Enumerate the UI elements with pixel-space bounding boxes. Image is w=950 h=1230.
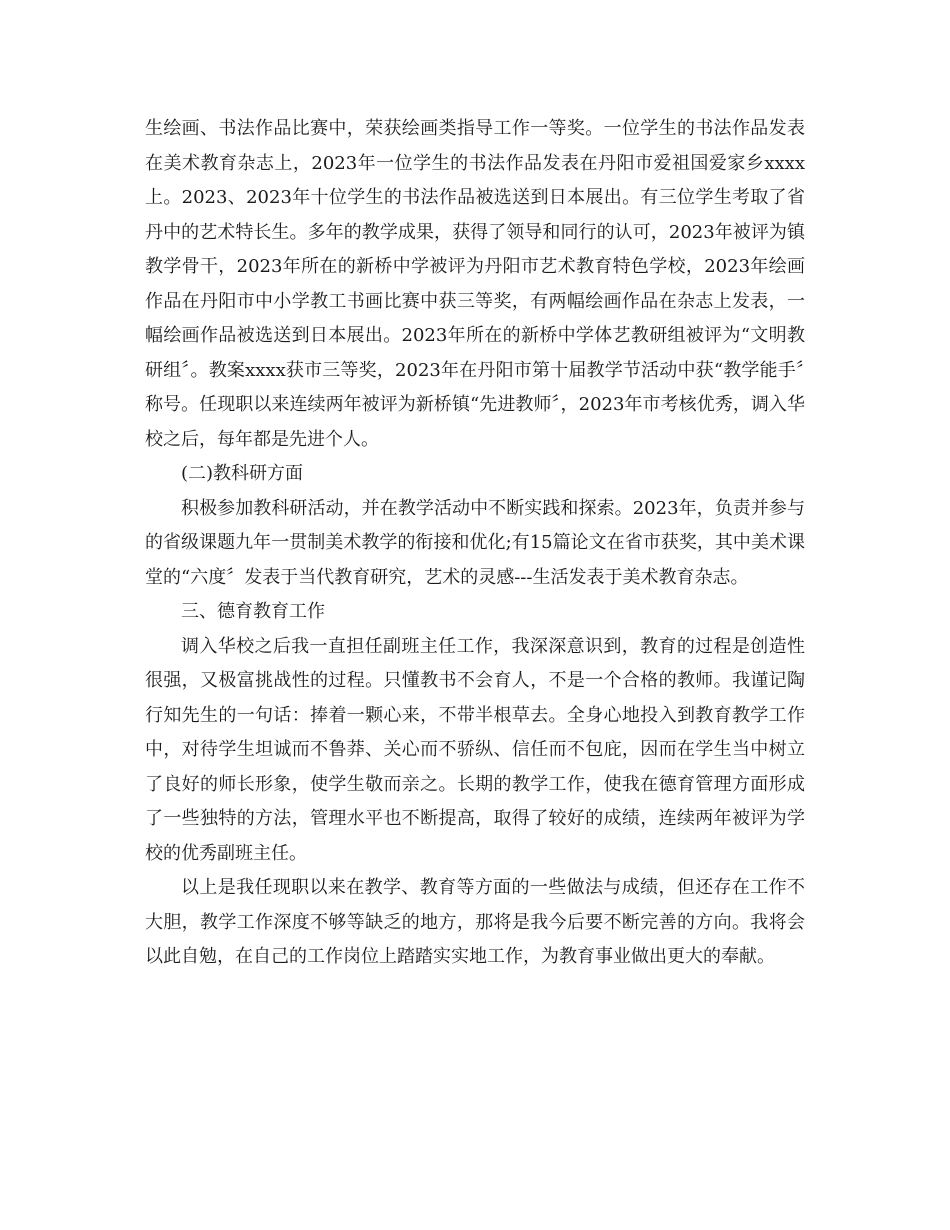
- document-body: [145, 112, 805, 975]
- heading-moral-education: 三、德育教育工作: [181, 601, 325, 622]
- heading-research: (二)教科研方面: [181, 463, 304, 484]
- paragraph-moral-education: 调入华校之后我一直担任副班主任工作，我深深意识到，教育的过程是创造性很强，又极富挑战性的过程。只懂教书不会育人，不是一个合格的教师。我谨记陶行知先生的一句话：捧着一颗心来，不带半根草去。全身心地投入到教育教学工作中，对待学生坦诚而不鲁莽、关心而不骄纵、信任而不包庇，因而在学生当中树立了良好的师长形象，使学生敬而亲之。长期的教学工作，使我在德育管理方面形成了一些独特的方法，管理水平也不断提高，取得了较好的成绩，连续两年被评为学校的优秀副班主任。: [145, 635, 805, 864]
- paragraph-awards: 生绘画、书法作品比赛中，荣获绘画类指导工作一等奖。一位学生的书法作品发表在美术教育杂志上，2023年一位学生的书法作品发表在丹阳市爱祖国爱家乡xxxx上。2023、2023年十位学生的书法作品被选送到日本展出。有三位学生考取了省丹中的艺术特长生。多年的教学成果，获得了领导和同行的认可，2023年被评为镇教学骨干，2023年所在的新桥中学被评为丹阳市艺术教育特色学校，2023年绘画作品在丹阳市中小学教工书画比赛中获三等奖，有两幅绘画作品在杂志上发表，一幅绘画作品被选送到日本展出。2023年所在的新桥中学体艺教研组被评为“文明教研组〞。教案xxxx获市三等奖，2023年在丹阳市第十届教学节活动中获“教学能手〞称号。任现职以来连续两年被评为新桥镇“先进教师〞，2023年市考核优秀，调入华校之后，每年都是先进个人。: [145, 118, 805, 450]
- paragraph-research: 积极参加教科研活动，并在教学活动中不断实践和探索。2023年，负责并参与的省级课题九年一贯制美术教学的衔接和优化;有15篇论文在省市获奖，其中美术课堂的“六度〞发表于当代教育研究，艺术的灵感---生活发表于美术教育杂志。: [145, 497, 805, 588]
- paragraph-conclusion: 以上是我任现职以来在教学、教育等方面的一些做法与成绩，但还存在工作不大胆，教学工作深度不够等缺乏的地方，那将是我今后要不断完善的方向。我将会以此自勉，在自己的工作岗位上踏踏实实地工作，为教育事业做出更大的奉献。: [145, 877, 805, 967]
